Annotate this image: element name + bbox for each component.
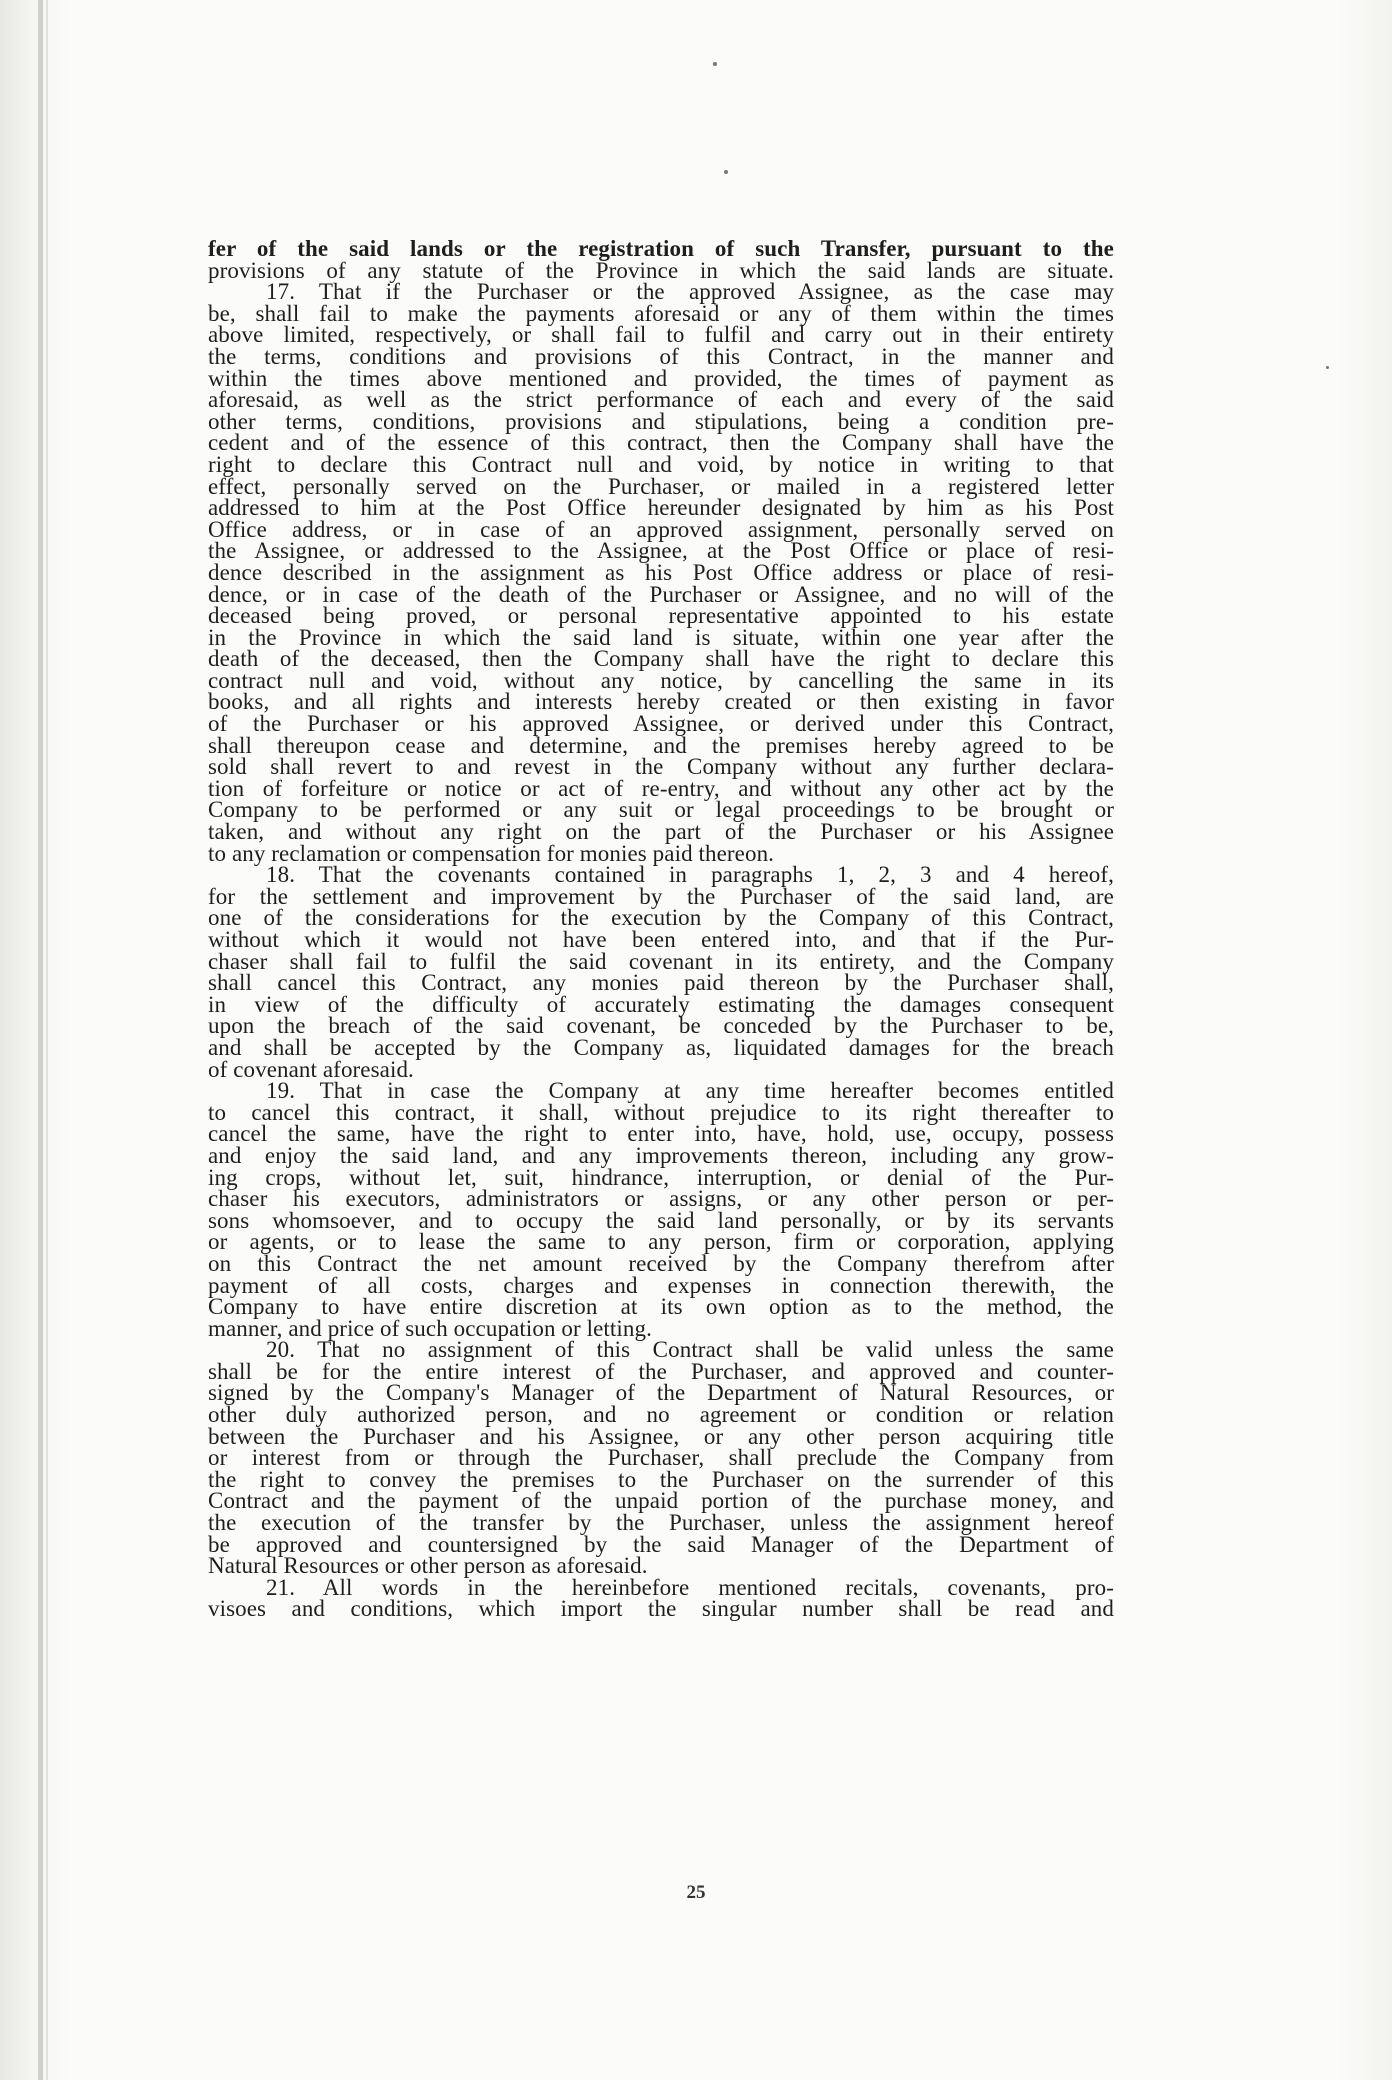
text-line: Natural Resources or other person as aforesaid. (208, 1553, 648, 1579)
paragraph-17-start: 17. That if the Purchaser or the approved Assignee, as the case may (266, 279, 1114, 305)
text-line: upon the breach of the said covenant, be conceded by the Purchaser to be, (208, 1013, 1114, 1039)
text-line: chaser his executors, administrators or assigns, or any other person or per- (208, 1186, 1114, 1212)
text-line: chaser shall fail to fulfil the said covenant in its entirety, and the Company (208, 948, 1114, 974)
text-line: in the Province in which the said land is situate, within one year after the (208, 624, 1114, 650)
text-line: signed by the Company's Manager of the Department of Natural Resources, or (208, 1380, 1114, 1406)
text-line: contract null and void, without any notice, by cancelling the same in its (208, 667, 1114, 693)
page-number: 25 (686, 1882, 706, 1903)
text-line: or interest from or through the Purchaser, shall preclude the Company from (208, 1445, 1114, 1471)
text-line: shall cancel this Contract, any monies paid thereon by the Purchaser shall, (208, 970, 1114, 996)
document-body (208, 238, 1114, 1620)
text-line: sold shall revert to and revest in the Company without any further declara- (208, 754, 1114, 780)
text-line: be, shall fail to make the payments aforesaid or any of them within the times (208, 300, 1114, 326)
text-line: fer of the said lands or the registration of such Transfer, pursuant to the (208, 236, 1114, 261)
binding-edge (38, 0, 43, 2080)
text-line: of the Purchaser or his approved Assignee, or derived under this Contract, (208, 711, 1114, 737)
text-line: of covenant aforesaid. (208, 1056, 414, 1082)
paragraph-19-start: 19. That in case the Company at any time hereafter becomes entitled (266, 1078, 1114, 1104)
text-line: provisions of any statute of the Province in which the said lands are situate. (208, 257, 1114, 283)
text-line: one of the considerations for the execution by the Company of this Contract, (208, 905, 1114, 931)
paragraph-21-start: 21. All words in the hereinbefore mentioned recitals, covenants, pro- (266, 1574, 1114, 1600)
text-line: or agents, or to lease the same to any person, firm or corporation, applying (208, 1229, 1114, 1255)
text-line: on this Contract the net amount received by the Company therefrom after (208, 1250, 1114, 1276)
text-line: shall thereupon cease and determine, and the premises hereby agreed to be (208, 732, 1114, 758)
text-line: above limited, respectively, or shall fail to fulfil and carry out in their entirety (208, 322, 1114, 348)
text-line: to any reclamation or compensation for monies paid thereon. (208, 840, 775, 866)
text-line: death of the deceased, then the Company shall have the right to declare this (208, 646, 1114, 672)
text-line: effect, personally served on the Purchaser, or mailed in a registered letter (208, 473, 1114, 499)
binding-edge-shadow (46, 0, 48, 2080)
text-line: between the Purchaser and his Assignee, or any other person acquiring title (208, 1423, 1114, 1449)
text-line: and enjoy the said land, and any improvements thereon, including any grow- (208, 1142, 1114, 1168)
paragraph-20-start: 20. That no assignment of this Contract shall be valid unless the same (266, 1337, 1114, 1363)
text-line: payment of all costs, charges and expenses in connection therewith, the (208, 1272, 1114, 1298)
text-line: and shall be accepted by the Company as, liquidated damages for the breach (208, 1034, 1114, 1060)
text-line: tion of forfeiture or notice or act of re-entry, and without any other act by the (208, 775, 1114, 801)
text-line: within the times above mentioned and provided, the times of payment as (208, 365, 1114, 391)
text-line: cedent and of the essence of this contract, then the Company shall have the (208, 430, 1114, 456)
text-line: deceased being proved, or personal representative appointed to his estate (208, 603, 1114, 629)
text-line: sons whomsoever, and to occupy the said land personally, or by its servants (208, 1207, 1114, 1233)
text-line: other duly authorized person, and no agreement or condition or relation (208, 1402, 1114, 1428)
text-line: books, and all rights and interests hereby created or then existing in favor (208, 689, 1114, 715)
text-line: other terms, conditions, provisions and stipulations, being a condition pre- (208, 408, 1114, 434)
text-line: shall be for the entire interest of the Purchaser, and approved and counter- (208, 1358, 1114, 1384)
text-line: the terms, conditions and provisions of this Contract, in the manner and (208, 343, 1114, 369)
text-line: without which it would not have been entered into, and that if the Pur- (208, 927, 1114, 952)
text-line: ing crops, without let, suit, hindrance, interruption, or denial of the Pur- (208, 1164, 1114, 1190)
text-line: aforesaid, as well as the strict performance of each and every of the said (208, 387, 1114, 413)
scan-speck (713, 62, 717, 66)
scan-speck (724, 170, 728, 174)
text-line: dence, or in case of the death of the Purchaser or Assignee, and no will of the (208, 581, 1114, 607)
text-line: Office address, or in case of an approved assignment, personally served on (208, 516, 1114, 542)
text-line: to cancel this contract, it shall, without prejudice to its right thereafter to (208, 1099, 1114, 1125)
text-line: Company to be performed or any suit or legal proceedings to be brought or (208, 797, 1114, 823)
text-line: the execution of the transfer by the Purchaser, unless the assignment hereof (208, 1510, 1114, 1536)
text-line: visoes and conditions, which import the singular number shall be read and (208, 1596, 1114, 1622)
text-line: dence described in the assignment as his Post Office address or place of resi- (208, 559, 1114, 585)
scan-speck (1326, 366, 1329, 369)
paragraph-18-start: 18. That the covenants contained in paragraphs 1, 2, 3 and 4 hereof, (266, 862, 1114, 888)
text-line: the right to convey the premises to the Purchaser on the surrender of this (208, 1466, 1114, 1492)
text-line: for the settlement and improvement by the Purchaser of the said land, are (208, 883, 1114, 909)
text-line: be approved and countersigned by the said Manager of the Department of (208, 1531, 1114, 1557)
text-line: manner, and price of such occupation or letting. (208, 1315, 652, 1341)
text-line: Company to have entire discretion at its own option as to the method, the (208, 1294, 1114, 1320)
text-line: addressed to him at the Post Office hereunder designated by him as his Post (208, 495, 1114, 521)
text-line: cancel the same, have the right to enter into, have, hold, use, occupy, possess (208, 1121, 1114, 1147)
text-line: right to declare this Contract null and void, by notice in writing to that (208, 451, 1114, 477)
text-line: Contract and the payment of the unpaid portion of the purchase money, and (208, 1488, 1114, 1514)
text-line: the Assignee, or addressed to the Assignee, at the Post Office or place of resi- (208, 538, 1114, 564)
text-line: taken, and without any right on the part of the Purchaser or his Assignee (208, 819, 1114, 845)
text-line: in view of the difficulty of accurately estimating the damages consequent (208, 991, 1114, 1017)
